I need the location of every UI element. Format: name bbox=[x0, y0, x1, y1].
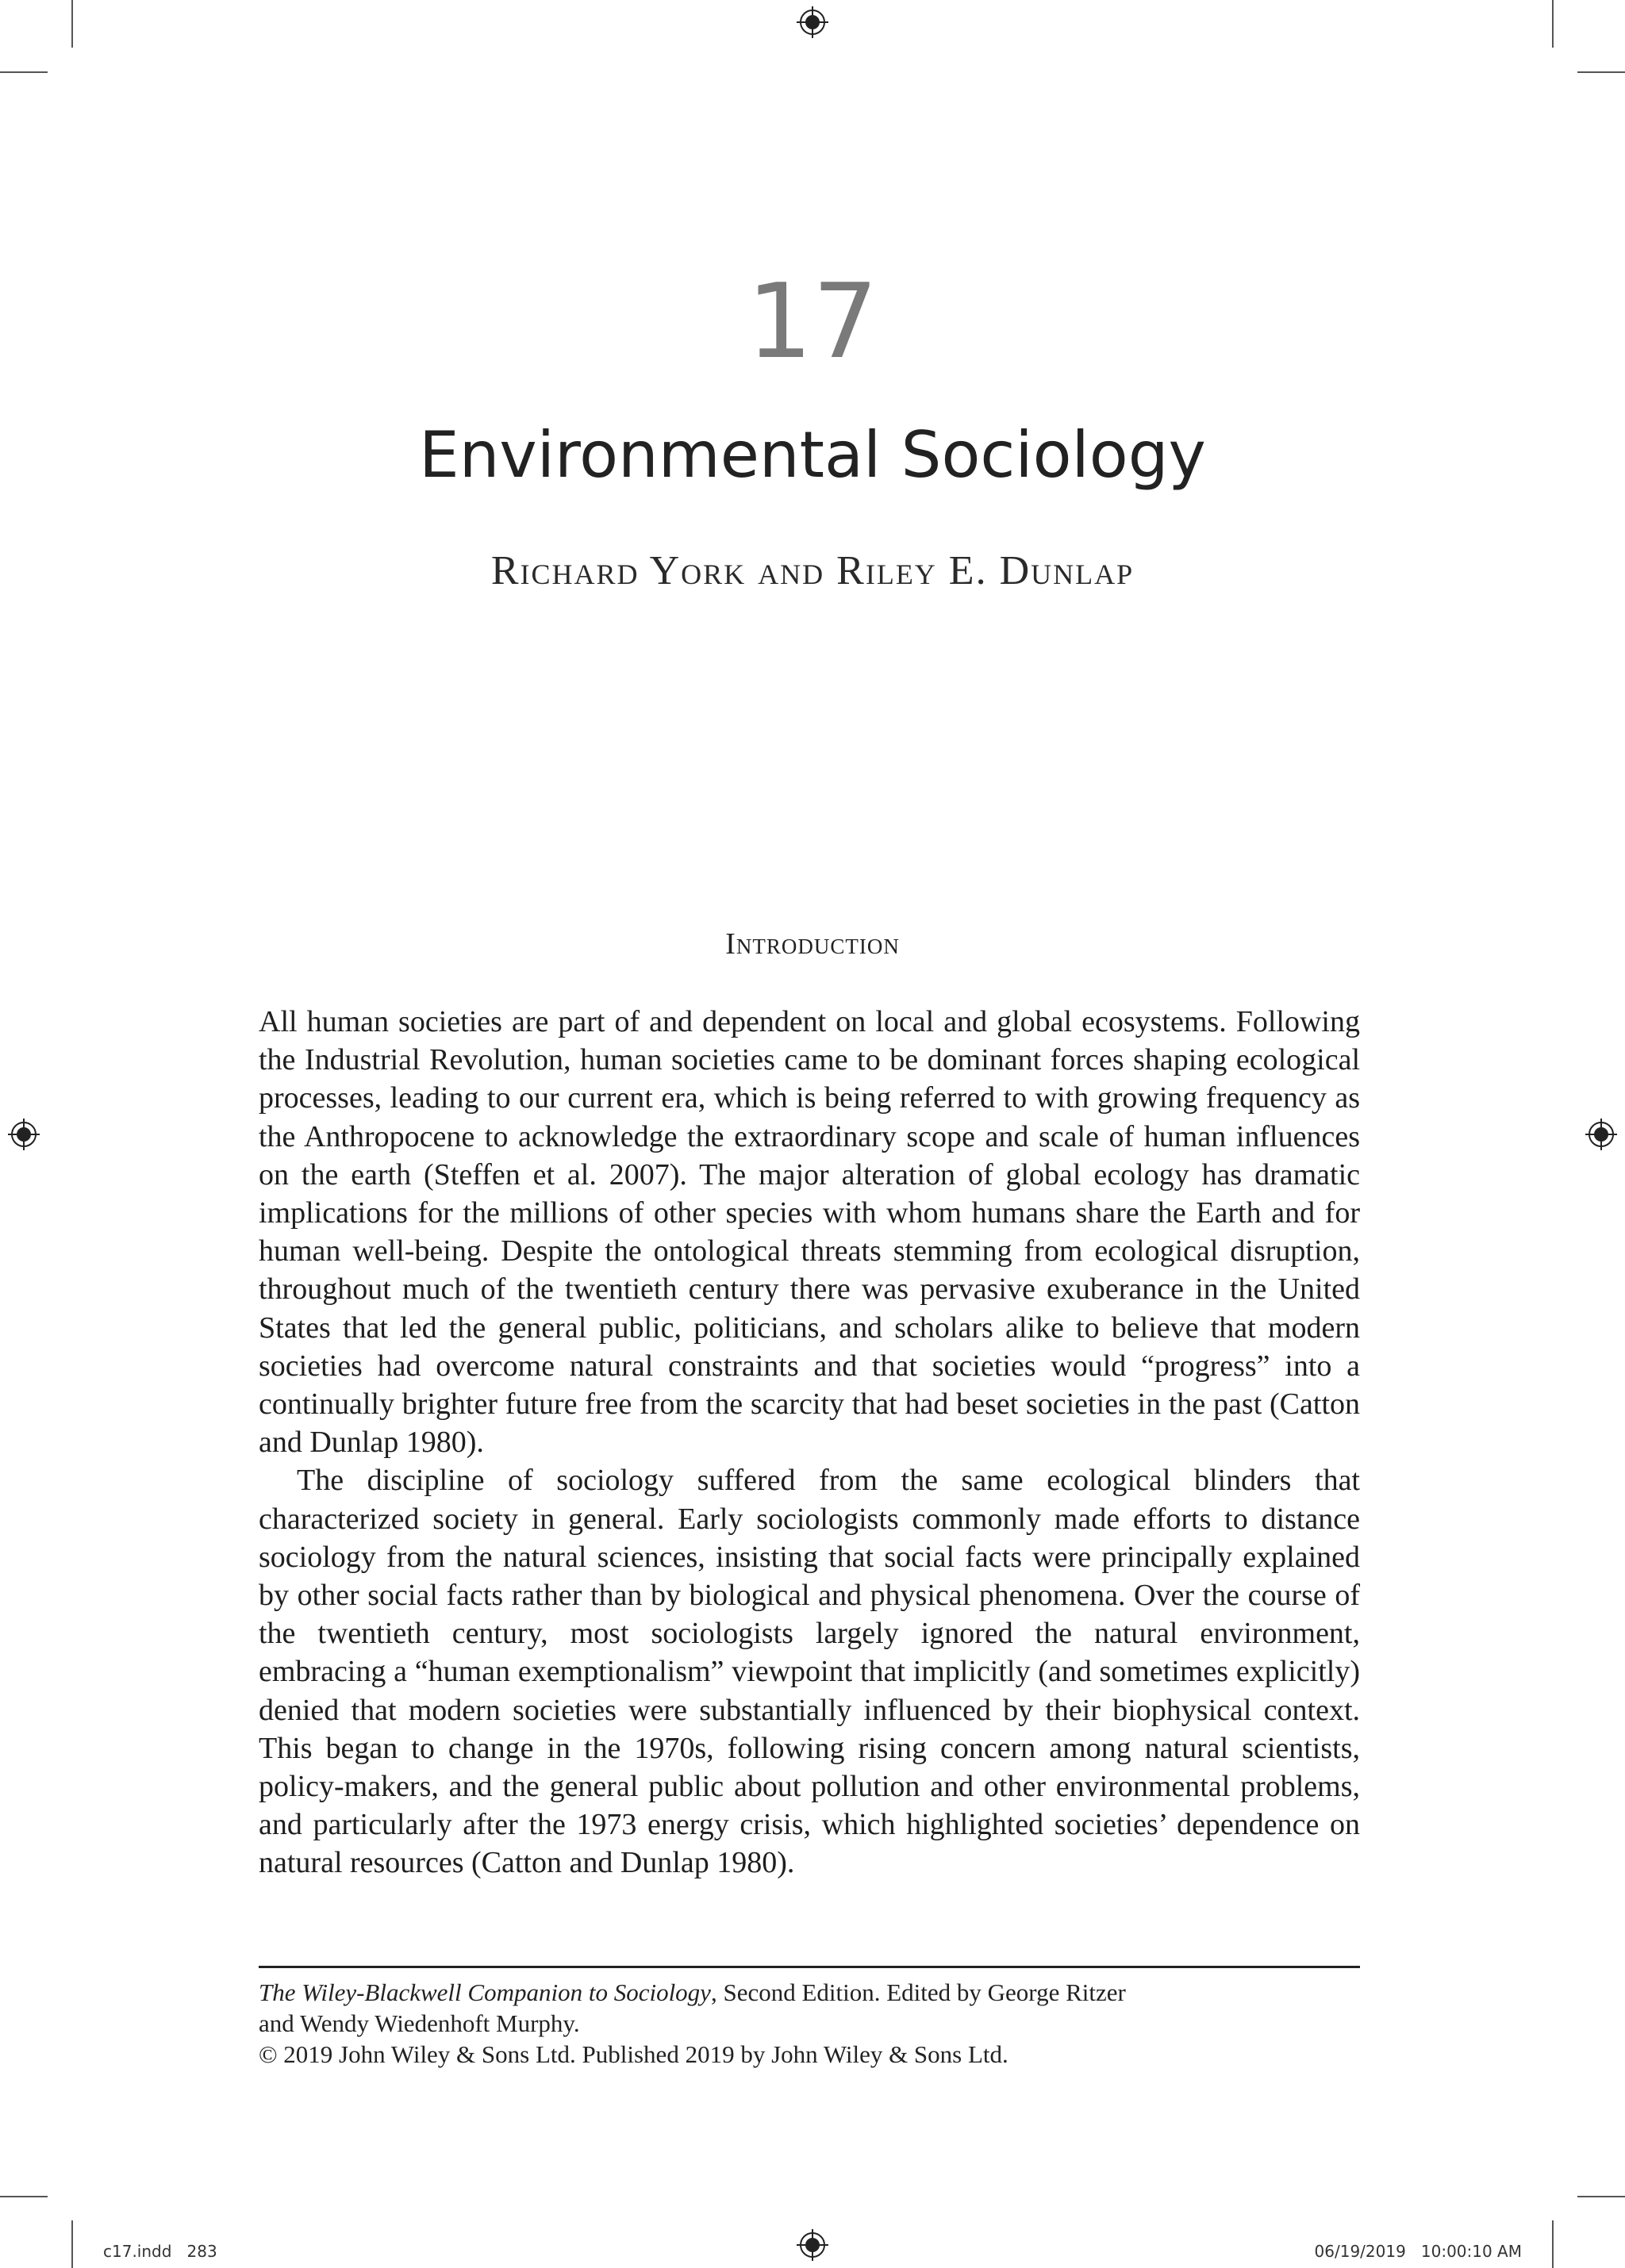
registration-mark-icon bbox=[797, 6, 828, 38]
body-text bbox=[259, 1003, 1360, 1882]
registration-mark-icon bbox=[1585, 1119, 1617, 1150]
slug-timestamp: 06/19/2019 10:00:10 AM bbox=[1314, 2242, 1522, 2261]
chapter-title: Environmental Sociology bbox=[419, 418, 1206, 492]
footnote-line bbox=[259, 1977, 1360, 2008]
chapter-authors: Richard York and Riley E. Dunlap bbox=[490, 548, 1135, 593]
crop-mark-bottom-left bbox=[71, 2220, 73, 2268]
crop-mark-top-left bbox=[71, 0, 73, 48]
crop-mark-top-left-h bbox=[0, 71, 48, 73]
book-title: The Wiley-Blackwell Companion to Sociology bbox=[259, 1978, 711, 2006]
copyright-footnote bbox=[259, 1977, 1360, 2070]
crop-mark-bottom-right bbox=[1552, 2220, 1554, 2268]
footnote-rule bbox=[259, 1966, 1360, 1968]
crop-mark-bottom-left-h bbox=[0, 2196, 48, 2197]
crop-mark-bottom-right-h bbox=[1577, 2196, 1625, 2197]
footnote-line: © 2019 John Wiley & Sons Ltd. Published 2019 by John Wiley & Sons Ltd. bbox=[259, 2040, 1008, 2068]
footnote-edition: , Second Edition. Edited by George Ritzer bbox=[710, 1978, 1126, 2006]
chapter-number: 17 bbox=[747, 261, 878, 382]
paragraph: All human societies are part of and dependent on local and global ecosystems. Following the Industrial Revolution, human societies came to be dominant forces shaping ecological processes, leading to our current era, which is being referred to with growing frequency as the Anthropocene to acknowledge the extraordinary scope and scale of human influences on the earth (Steffen et al. 2007). The major alteration of global ecology has dramatic implications for the millions of other species with whom humans share the Earth and for human well-being. Despite the ontological threats stemming from ecological disruption, throughout much of the twentieth century there was pervasive exuberance in the United States that led the general public, politicians, and scholars alike to believe that modern societies had overcome natural constraints and that societies would “progress” into a continually brighter future free from the scarcity that had beset societies in the past (Catton and Dunlap 1980). bbox=[259, 1005, 1360, 1460]
paragraph: The discipline of sociology suffered from the same ecological blinders that characterized society in general. Early sociologists commonly made efforts to distance sociology from the natural sciences, insisting that social facts were principally explained by other social facts rather than by biological and physical phenomena. Over the course of the twentieth century, most sociologists largely ignored the natural environment, embracing a “human exemptionalism” viewpoint that implicitly (and sometimes explicitly) denied that modern societies were substantially influenced by their biophysical context. This began to change in the 1970s, following rising concern among natural scientists, policy-makers, and the general public about pollution and other environmental problems, and particularly after the 1973 energy crisis, which highlighted societies’ dependence on natural resources (Catton and Dunlap 1980). bbox=[259, 1464, 1360, 1880]
registration-mark-icon bbox=[797, 2229, 828, 2261]
section-heading: Introduction bbox=[725, 927, 900, 961]
crop-mark-top-right-h bbox=[1577, 71, 1625, 73]
crop-mark-top-right bbox=[1552, 0, 1554, 48]
slug-file-info: c17.indd 283 bbox=[103, 2242, 217, 2261]
footnote-line: and Wendy Wiedenhoft Murphy. bbox=[259, 2009, 580, 2037]
registration-mark-icon bbox=[8, 1119, 40, 1150]
